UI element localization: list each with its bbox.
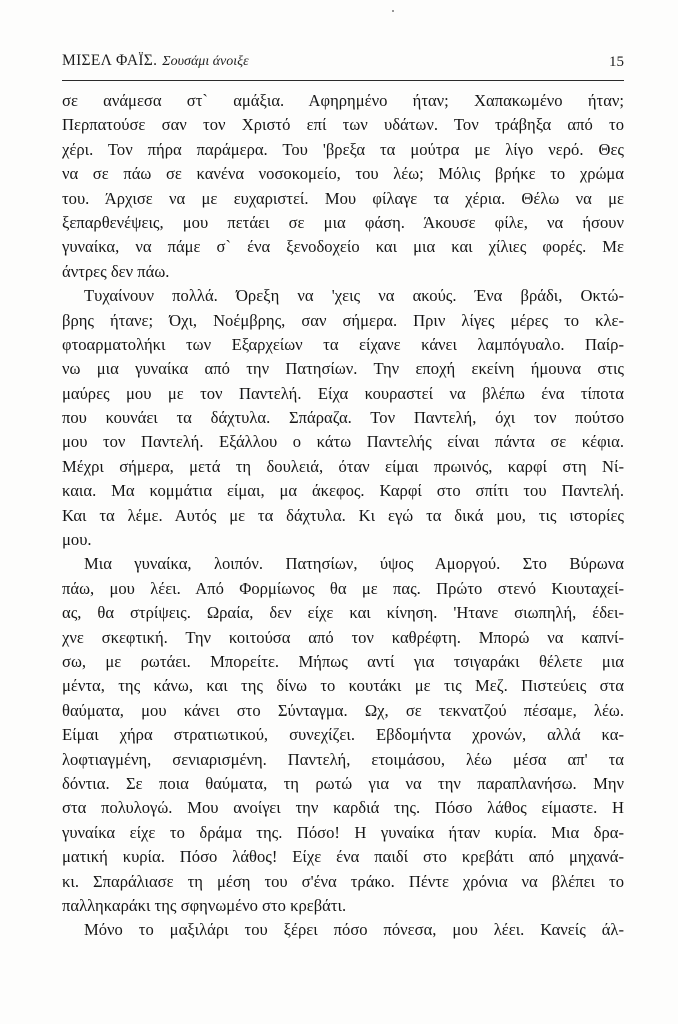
text-line: που κουνάει τα δάχτυλα. Σπάραζα. Τον Παντελή, όχι τον πούτσο: [62, 408, 624, 428]
body-text: [62, 89, 624, 943]
text-line: στα πολυλογώ. Μου ανοίγει την καρδιά της. Πόσο λάθος είμαστε. Η: [62, 798, 624, 818]
text-line: μαύρες μου με τον Παντελή. Είχα κουραστεί να βλέπω ένα τίποτα: [62, 383, 624, 403]
header-author: [62, 52, 249, 70]
text-line: ας, θα στρίψεις. Ωραία, δεν είχε και κίνηση. 'Ητανε σιωπηλή, έδει-: [62, 603, 624, 623]
header-rule: [62, 80, 624, 81]
paragraph: [62, 89, 624, 284]
text-line: γυναίκα, να πάμε σ` ένα ξενοδοχείο και μια και χίλιες φορές. Με: [62, 237, 624, 257]
text-line: ματική κυρία. Πόσο λάθος! Είχε ένα παιδί στο κρεβάτι από μηχανά-: [62, 847, 624, 867]
page-number: 15: [609, 54, 624, 70]
text-line: του. Άρχισε να με ευχαριστεί. Μου φίλαγε τα χέρια. Θέλω να με: [62, 188, 624, 208]
author-name: ΜΙΣΕΛ ΦΑΪΣ.: [62, 52, 158, 69]
text-line: παλληκαράκι της σφηνωμένο στο κρεβάτι.: [62, 895, 347, 915]
text-line: φτοαρματολήκι των Εξαρχείων τα είχανε κάνει λαμπόγυαλο. Παίρ-: [62, 334, 624, 354]
text-line: γυναίκα είχε το δράμα της. Πόσο! Η γυναίκα ήταν κυρία. Μια δρα-: [62, 822, 624, 842]
text-line: λοφτιαγμένη, σενιαρισμένη. Παντελή, ετοιμάσου, λέω μέσα απ' τα: [62, 749, 624, 769]
text-line: Τυχαίνουν πολλά. Όρεξη να 'χεις να ακούς. Ένα βράδι, Οκτώ-: [84, 286, 624, 306]
text-line: δόντια. Σε ποια θαύματα, τη ρωτώ για να την παραπλανήσω. Μην: [62, 773, 624, 793]
text-line: κι. Σπαράλιασε τη μέση του σ'ένα τράκο. Πέντε χρόνια να βλέπει το: [62, 871, 624, 891]
text-line: σω, με ρωτάει. Μπορείτε. Μήπως αντί για τσιγαράκι θέλετε μια: [62, 651, 624, 671]
text-line: Μόνο το μαξιλάρι του ξέρει πόσο πόνεσα, μου λέει. Κανείς άλ-: [84, 920, 624, 940]
text-line: Είμαι χήρα στρατιωτικού, συνεχίζει. Εβδομήντα χρονών, αλλά κα-: [62, 725, 624, 745]
header-book-title: Σουσάμι άνοιξε: [162, 54, 249, 69]
text-line: νω μια γυναίκα από την Πατησίων. Την εποχή εκείνη ήμουνα στις: [62, 359, 624, 379]
paragraph: [62, 284, 624, 552]
text-line: χνε σκεφτική. Την κοιτούσα από τον καθρέφτη. Μπορώ να καπνί-: [62, 627, 624, 647]
text-line: σε ανάμεσα στ` αμάξια. Αφηρημένο ήταν; Χαπακωμένο ήταν;: [62, 91, 624, 110]
text-line: χέρι. Τον πήρα παράμερα. Του 'βρεξα τα μούτρα με λίγο νερό. Θες: [62, 139, 624, 159]
text-line: μου τον Παντελή. Εξάλλου ο κάτω Παντελής είναι πάντα σε κέφια.: [62, 432, 624, 452]
text-line: ξεπαρθενέψεις, μου πετάει σε μια φάση. Άκουσε φίλε, να ήσουν: [62, 212, 624, 232]
text-line: βρης ήτανε; Όχι, Νοέμβρης, σαν σήμερα. Πριν λίγες μέρες το κλε-: [62, 310, 624, 330]
paragraph: [62, 552, 624, 918]
ink-speck: [392, 10, 394, 12]
running-header: [62, 52, 624, 76]
text-line: Μια γυναίκα, λοιπόν. Πατησίων, ύψος Αμοργού. Στο Βύρωνα: [84, 554, 624, 574]
text-line: Μέχρι σήμερα, μετά τη δουλειά, όταν είμαι πρωινός, καρφί στη Νί-: [62, 456, 624, 476]
text-line: θαύματα, μου κάνει στο Σύνταγμα. Ωχ, σε τεκνατζού πέσαμε, λέω.: [62, 700, 624, 720]
text-line: άντρες δεν πάω.: [62, 261, 170, 281]
text-line: να σε πάω σε κανένα νοσοκομείο, του λέω; Μόλις βρήκε το χρώμα: [62, 164, 624, 184]
text-line: καια. Μα κομμάτια είμαι, μα άκεφος. Καρφί στο σπίτι του Παντελή.: [62, 481, 624, 501]
text-line: πάω, μου λέει. Από Φορμίωνος θα με πας. Πρώτο στενό Κιουταχεί-: [62, 578, 624, 598]
text-line: μέντα, της κάνω, και της δίνω το κουτάκι με τις Μεζ. Πιστεύεις στα: [62, 676, 624, 696]
paragraph: [62, 918, 624, 942]
text-line: Περπατούσε σαν τον Χριστό επί των υδάτων. Τον τράβηξα από το: [62, 115, 624, 135]
text-line: Και τα λέμε. Αυτός με τα δάχτυλα. Κι εγώ τα δικά μου, τις ιστορίες: [62, 505, 624, 525]
text-line: μου.: [62, 530, 92, 550]
